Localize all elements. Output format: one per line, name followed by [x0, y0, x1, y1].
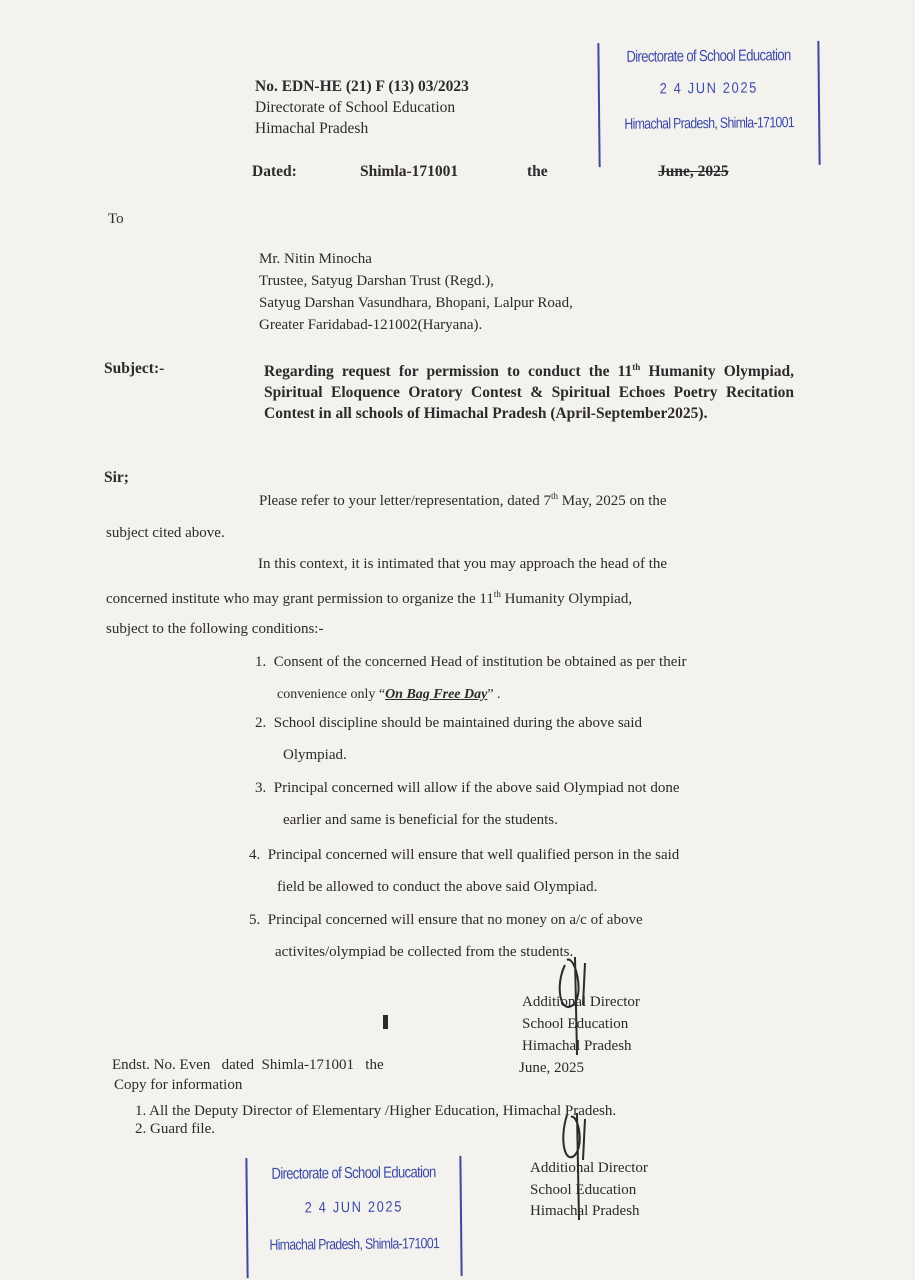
office-state: Himachal Pradesh: [255, 120, 369, 137]
to-label: To: [108, 211, 124, 227]
ink-mark: [383, 1015, 388, 1029]
stamp-place: Himachal Pradesh, Shimla-171001: [269, 1235, 440, 1254]
copy-for-info: Copy for information: [114, 1077, 243, 1093]
signatory-2-dept: School Education: [530, 1182, 637, 1198]
condition-3: 3. Principal concerned will allow if the above said Olympiad not done earlier and same is beneficial for the students.: [255, 780, 680, 828]
recipient-line1: Trustee, Satyug Darshan Trust (Regd.),: [259, 273, 494, 289]
endorsement-line: Endst. No. Even dated Shimla-171001 the: [112, 1057, 384, 1073]
reference-number: No. EDN-HE (21) F (13) 03/2023: [255, 78, 469, 95]
condition-1: 1. Consent of the concerned Head of institution be obtained as per their convenience only “On Bag Free Day” .: [255, 654, 687, 702]
paragraph-1: Please refer to your letter/representation, dated 7th May, 2025 on the: [259, 491, 667, 509]
recipient-line2: Satyug Darshan Vasundhara, Bhopani, Lalpur Road,: [259, 295, 573, 311]
stamp-place: Himachal Pradesh, Shimla-171001: [624, 114, 795, 133]
stamp-title: Directorate of School Education: [271, 1164, 436, 1183]
stamp-date: 2 4 JUN 2025: [659, 79, 759, 98]
subject-text: Regarding request for permission to conduct the 11th Humanity Olympiad, Spiritual Eloquence Oratory Contest & Spiritual Echoes Poetry Recitation Contest in all schools of Himachal Pradesh (April-September2025).: [264, 362, 794, 423]
signatory-2-title: Additional Director: [530, 1160, 648, 1176]
signatory-1-date: June, 2025: [519, 1060, 584, 1076]
signatory-2-state: Himachal Pradesh: [530, 1203, 640, 1219]
condition-2: 2. School discipline should be maintained during the above said Olympiad.: [255, 715, 643, 763]
paragraph-1-cont: subject cited above.: [106, 525, 225, 541]
paragraph-2-line3: subject to the following conditions:-: [106, 621, 324, 637]
signatory-1-dept: School Education: [522, 1016, 629, 1032]
paragraph-2-line2: concerned institute who may grant permission to organize the 11th Humanity Olympiad,: [106, 589, 633, 607]
stamp-date: 2 4 JUN 2025: [304, 1198, 404, 1217]
dated-label: Dated:: [252, 163, 297, 180]
condition-5: 5. Principal concerned will ensure that no money on a/c of above activites/olympiad be collected from the students.: [249, 912, 643, 960]
signatory-1-title: Additional Director: [522, 994, 640, 1010]
recipient-name: Mr. Nitin Minocha: [259, 251, 372, 267]
copy-item-1: 1. All the Deputy Director of Elementary /Higher Education, Himachal Pradesh.: [135, 1103, 617, 1119]
paragraph-2-line1: In this context, it is intimated that you may approach the head of the: [258, 556, 668, 572]
office-name: Directorate of School Education: [255, 99, 456, 116]
dated-the: the: [527, 163, 548, 180]
recipient-line3: Greater Faridabad-121002(Haryana).: [259, 317, 483, 333]
condition-4: 4. Principal concerned will ensure that well qualified person in the said field be allowed to conduct the above said Olympiad.: [249, 847, 680, 895]
dated-month: June, 2025: [658, 163, 729, 180]
signatory-1-state: Himachal Pradesh: [522, 1038, 632, 1054]
office-stamp-top: [597, 41, 820, 167]
copy-item-2: 2. Guard file.: [135, 1121, 215, 1137]
office-stamp-bottom: [245, 1156, 462, 1278]
stamp-title: Directorate of School Education: [626, 47, 791, 66]
salutation: Sir;: [104, 469, 129, 486]
dated-place: Shimla-171001: [360, 163, 459, 180]
subject-label: Subject:-: [104, 360, 165, 377]
